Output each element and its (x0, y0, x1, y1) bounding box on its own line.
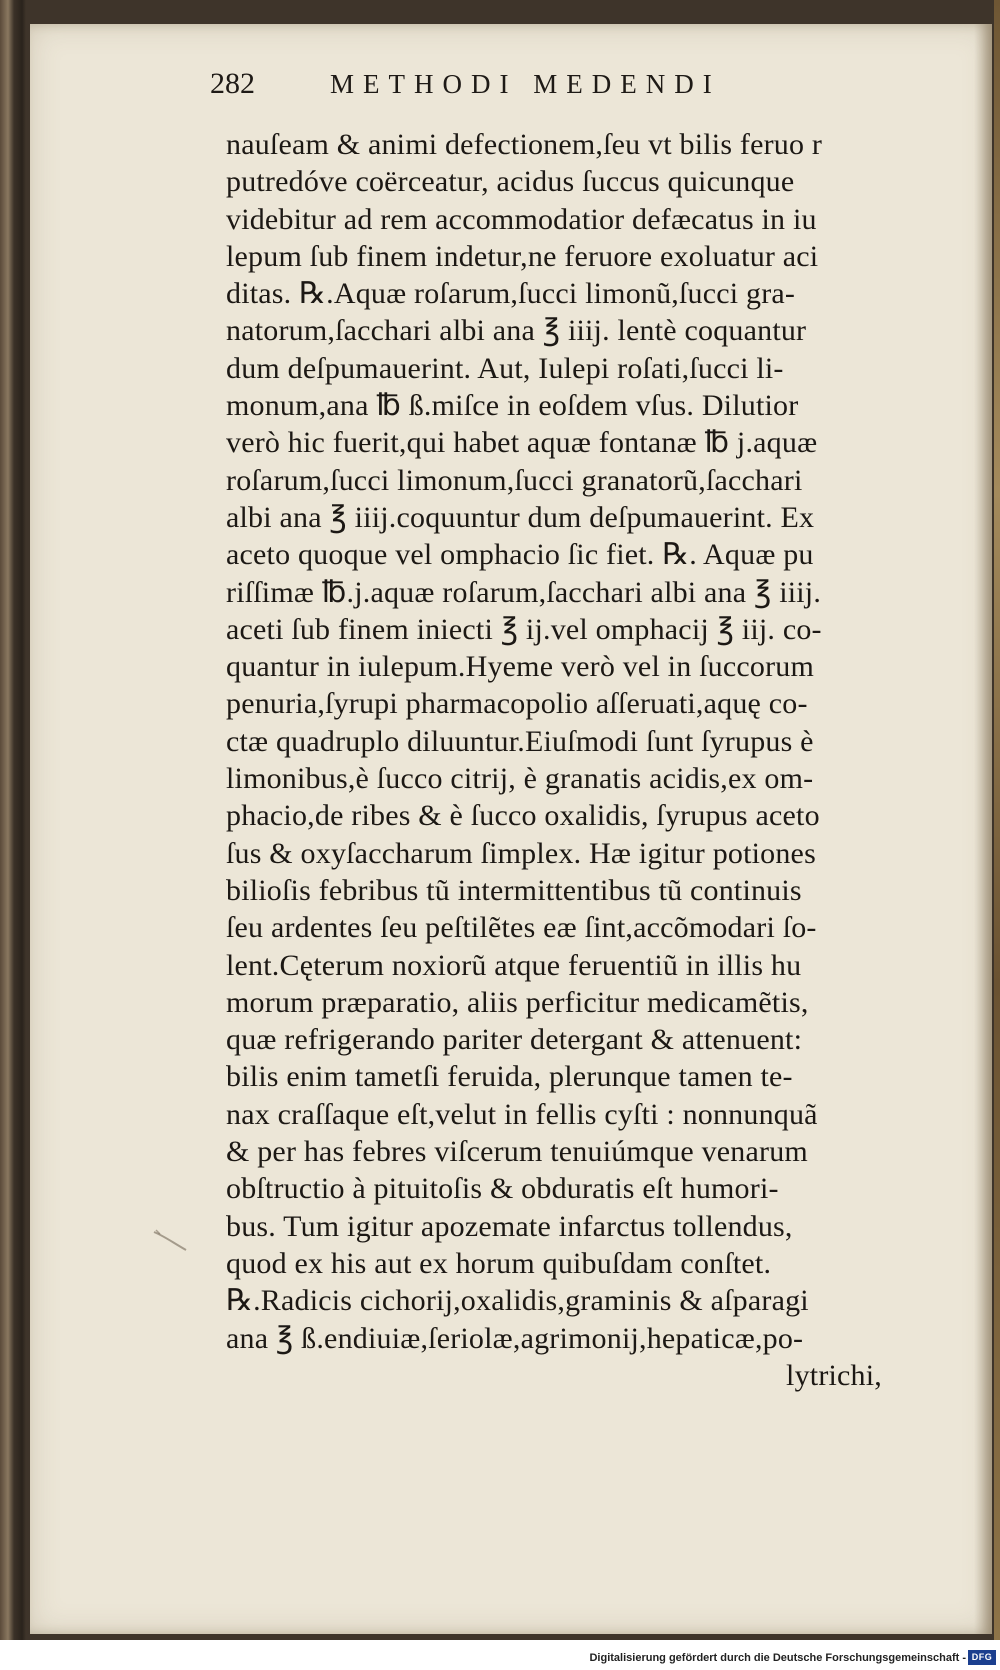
text-line: albi ana ℥ iiij.coquuntur dum deſpumauerint. Ex (226, 500, 815, 534)
text-line: ſeu ardentes ſeu peſtilẽtes eæ ſint,accõmodari ſo- (226, 911, 817, 945)
page-number: 282 (210, 67, 255, 100)
text-line: verò hic fuerit,qui habet aquæ fontanæ ℔ j.aquæ (226, 426, 818, 460)
text-line: ctæ quadruplo diluuntur.Eiuſmodi ſunt ſyrupus è (226, 724, 814, 758)
text-line: quæ refrigerando pariter detergant & attenuent: (226, 1023, 803, 1057)
text-line: quod ex his aut ex horum quibuſdam conſtet. (226, 1246, 772, 1280)
text-line: phacio,de ribes & è ſucco oxalidis, ſyrupus aceto (226, 799, 820, 833)
text-line: aceto quoque vel omphacio ſic fiet. ℞. Aquæ pu (226, 538, 814, 572)
text-line: quantur in iulepum.Hyeme verò vel in ſuccorum (226, 650, 815, 684)
text-line: ana ℥ ß.endiuiæ,ſeriolæ,agrimonij,hepaticæ,po- (226, 1321, 804, 1355)
text-line: dum deſpumauerint. Aut, Iulepi roſati,ſucci li- (226, 351, 784, 385)
text-line: penuria,ſyrupi pharmacopolio aſſeruati,aquę co- (226, 687, 808, 721)
page-gutter-shadow (974, 24, 992, 1634)
text-line: videbitur ad rem accommodatior defæcatus in iu (226, 202, 817, 236)
margin-pen-mark-icon (152, 1228, 188, 1252)
text-line: nauſeam & animi defectionem,ſeu vt bilis feruo r (226, 128, 823, 161)
text-line: riſſimæ ℔.j.aquæ roſarum,ſacchari albi ana ℥ iiij. (226, 575, 822, 609)
text-line: & per has febres viſcerum tenuiúmque venarum (226, 1135, 808, 1169)
text-line: aceti ſub finem iniecti ℥ ij.vel omphacij ℥ iij. co- (226, 612, 822, 646)
text-line: morum præparatio, aliis perficitur medicamẽtis, (226, 985, 809, 1019)
text-line: bilis enim tametſi feruida, plerunque tamen te- (226, 1060, 793, 1094)
dfg-logo-icon: DFG (968, 1650, 996, 1665)
page-body-text (226, 126, 886, 1394)
text-line: natorum,ſacchari albi ana ℥ iiij. lentè coquantur (226, 314, 807, 348)
digitization-footer (0, 1646, 1000, 1670)
text-line: ditas. ℞.Aquæ roſarum,ſucci limonũ,ſucci gra- (226, 277, 796, 311)
catchword: lytrichi, (786, 1358, 882, 1392)
text-line: ℞.Radicis cichorij,oxalidis,graminis & aſparagi (226, 1284, 809, 1318)
digitization-credit: Digitalisierung gefördert durch die Deutsche Forschungsgemeinschaft - (589, 1652, 966, 1664)
text-line: nax craſſaque eſt,velut in fellis cyſti : nonnunquã (226, 1097, 818, 1131)
text-line: monum,ana ℔ ß.miſce in eoſdem vſus. Dilutior (226, 389, 799, 423)
text-line: lepum ſub finem indetur,ne feruore exoluatur aci (226, 239, 819, 273)
text-line: roſarum,ſucci limonum,ſucci granatorũ,ſacchari (226, 463, 803, 497)
text-line: bus. Tum igitur apozemate infarctus tollendus, (226, 1209, 793, 1243)
text-line: bilioſis febribus tũ intermittentibus tũ continuis (226, 873, 802, 907)
text-line: lent.Cęterum noxiorũ atque feruentiũ in illis hu (226, 948, 802, 982)
page-header (210, 62, 830, 106)
text-line: putredóve coërceatur, acidus ſuccus quicunque (226, 165, 795, 199)
text-line: limonibus,è ſucco citrij, è granatis acidis,ex om- (226, 762, 814, 796)
text-line: ſus & oxyſaccharum ſimplex. Hæ igitur potiones (226, 836, 816, 870)
text-line: obſtructio à pituitoſis & obduratis eſt humori- (226, 1172, 779, 1206)
book-edge-right (994, 0, 1000, 1640)
running-title: METHODI MEDENDI (330, 69, 721, 99)
